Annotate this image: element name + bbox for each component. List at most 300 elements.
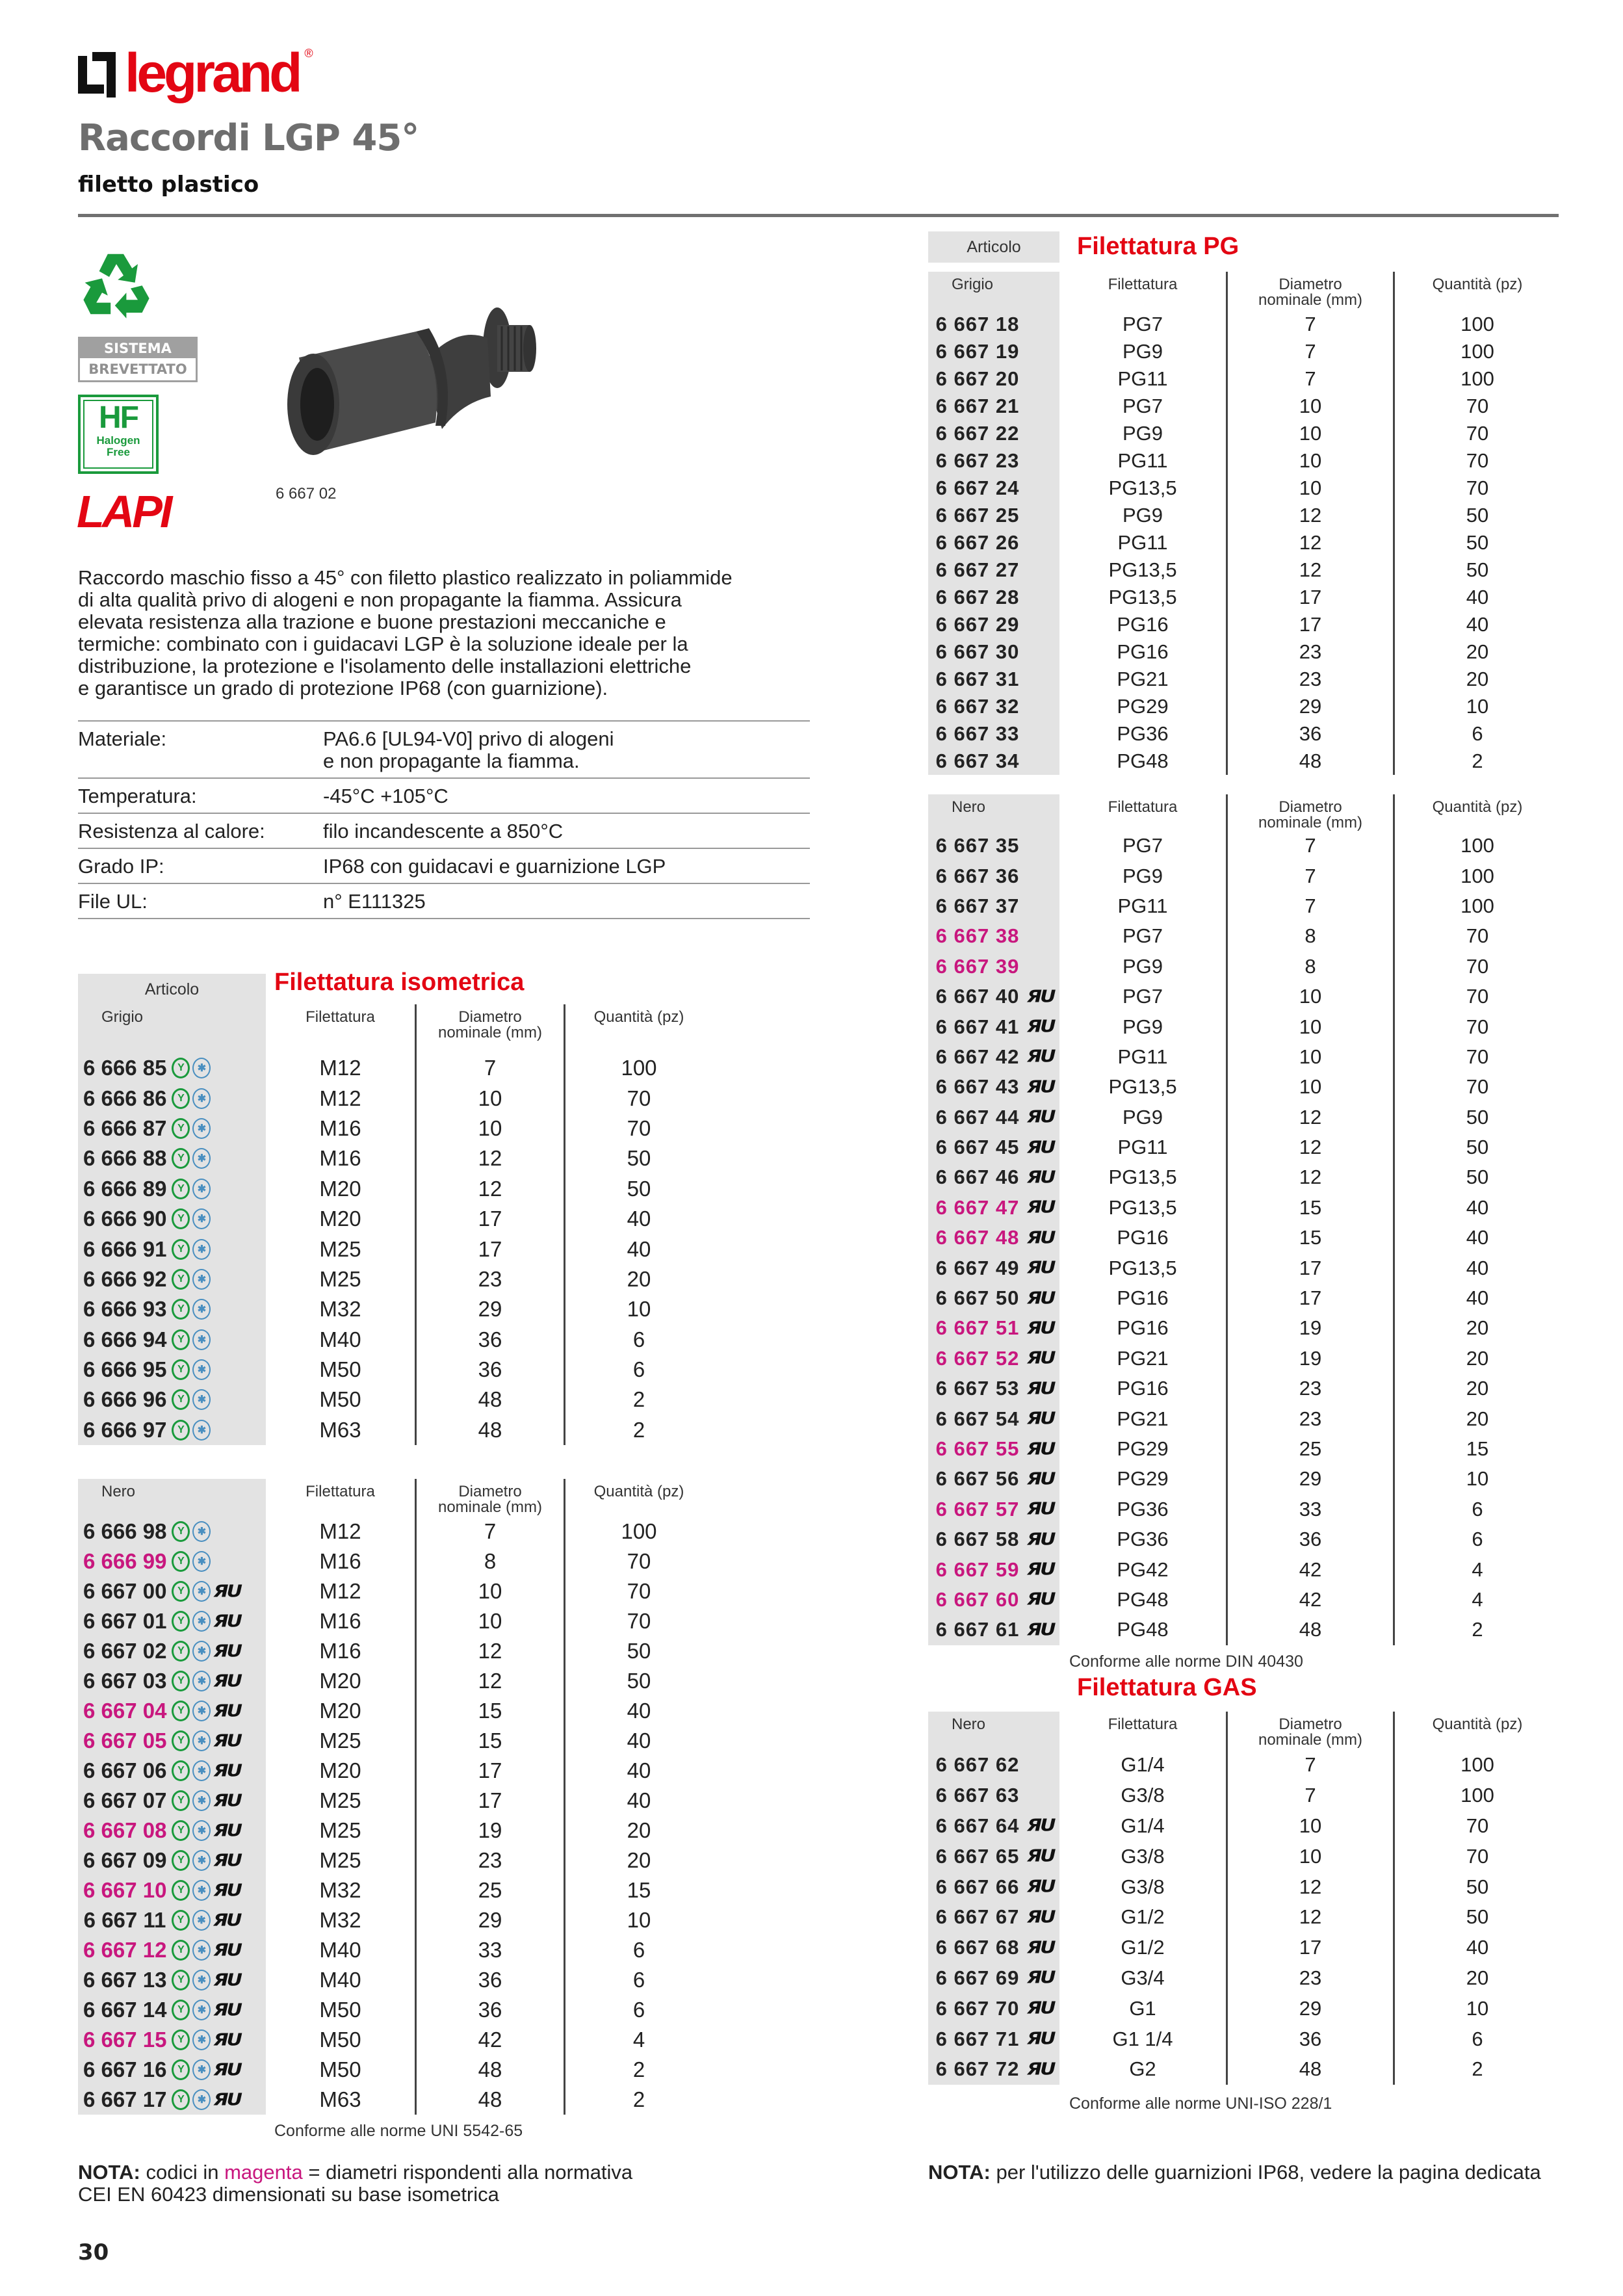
seal-icon: ✱ [192, 2029, 211, 2050]
ur-icon: ЯU [1027, 2059, 1054, 2080]
quantity-cell: 100 [1393, 831, 1560, 861]
thread-cell: PG48 [1117, 1587, 1169, 1611]
table-row [78, 1935, 712, 1965]
thread-cell: G3/8 [1121, 1844, 1165, 1868]
table-row [928, 447, 1560, 475]
quantity-cell: 4 [1393, 1585, 1560, 1615]
article-code: 6 667 53 [935, 1377, 1020, 1400]
thread-cell: M25 [319, 1236, 361, 1261]
quantity-cell: 2 [1393, 748, 1560, 775]
thread-cell: PG11 [1117, 1045, 1168, 1068]
table-row [928, 982, 1560, 1011]
seal-icon: ✱ [192, 1581, 211, 1602]
certification-icons [172, 1790, 240, 1812]
spec-label: Resistenza al calore: [78, 820, 265, 842]
article-code: 6 667 45 [935, 1136, 1020, 1159]
thread-cell: G2 [1129, 2057, 1156, 2081]
column-header-diametro: Diametro nominale (mm) [415, 1004, 564, 1053]
description-line: elevata resistenza alla trazione e buone prestazioni meccaniche e [78, 610, 666, 633]
article-code: 6 667 26 [935, 531, 1020, 554]
article-cell [928, 1102, 1059, 1132]
table-row [78, 1905, 712, 1935]
imq-icon: Y [172, 2089, 190, 2110]
quantity-cell: 40 [564, 1234, 712, 1264]
quantity-cell: 40 [564, 1696, 712, 1726]
certification-icons [172, 1389, 211, 1410]
thread-cell: PG7 [1122, 395, 1163, 417]
quantity-cell: 50 [1393, 556, 1560, 584]
article-cell [928, 1283, 1059, 1313]
diameter-cell: 36 [1226, 720, 1393, 748]
certification-icons [1027, 1287, 1054, 1310]
spec-value: -45°C +105°C [323, 785, 448, 807]
certification-icons [172, 1521, 211, 1542]
article-cell [928, 1615, 1059, 1645]
quantity-cell: 50 [564, 1636, 712, 1666]
article-cell [928, 611, 1059, 638]
diameter-cell: 7 [1226, 1750, 1393, 1781]
thread-cell: M50 [319, 2057, 361, 2081]
seal-icon: ✱ [192, 1389, 211, 1410]
norm-note-iso: Conforme alle norme UNI 5542-65 [274, 2122, 523, 2140]
table-row [928, 1102, 1560, 1132]
article-code: 6 667 47 [935, 1195, 1020, 1219]
imq-icon: Y [172, 1299, 190, 1320]
thread-cell: PG48 [1117, 1618, 1169, 1641]
imq-icon: Y [172, 1970, 190, 1990]
diameter-cell: 7 [1226, 338, 1393, 365]
quantity-cell: 6 [1393, 2024, 1560, 2054]
quantity-cell: 50 [1393, 1132, 1560, 1162]
table-row [928, 666, 1560, 693]
column-header-quantita: Quantità (pz) [1393, 1712, 1560, 1750]
color-group-label: Grigio [928, 272, 1059, 311]
article-code: 6 667 22 [935, 422, 1020, 445]
ur-icon: ЯU [213, 1761, 240, 1781]
article-cell [78, 1696, 266, 1726]
article-cell [928, 1993, 1059, 2024]
quantity-cell: 70 [564, 1576, 712, 1606]
lapi-logo: LAPI [77, 486, 170, 537]
thread-cell: M50 [319, 2028, 361, 2052]
imq-icon: Y [172, 1581, 190, 1602]
article-code: 6 667 35 [935, 834, 1020, 857]
section-title-gas: Filettatura GAS [1077, 1674, 1257, 1701]
product-description [78, 567, 812, 699]
ur-icon: ЯU [1027, 1998, 1054, 2018]
article-cell [78, 1786, 266, 1816]
table-row [928, 338, 1560, 365]
color-group-label: Nero [78, 1479, 266, 1517]
quantity-cell: 100 [1393, 365, 1560, 393]
seal-icon: ✱ [192, 1820, 211, 1841]
article-code: 6 667 49 [935, 1256, 1020, 1279]
certification-icons [172, 1239, 211, 1260]
table-row [928, 1750, 1560, 1781]
diameter-cell: 7 [415, 1517, 564, 1546]
thread-cell: PG29 [1117, 1467, 1169, 1491]
table-row [78, 1965, 712, 1995]
certification-icons [172, 1058, 211, 1078]
article-code: 6 667 43 [935, 1075, 1020, 1099]
imq-icon: Y [172, 1521, 190, 1542]
article-cell [928, 1313, 1059, 1343]
thread-cell: G3/8 [1121, 1784, 1165, 1807]
article-code: 6 666 98 [83, 1519, 167, 1543]
certification-icons [1027, 1845, 1054, 1868]
table-row [78, 1143, 712, 1173]
thread-cell: PG11 [1117, 449, 1168, 472]
table-row [928, 1902, 1560, 1933]
ur-icon: ЯU [1027, 1938, 1054, 1958]
article-cell [928, 1434, 1059, 1464]
diameter-cell: 10 [1226, 1011, 1393, 1041]
quantity-cell: 20 [1393, 1344, 1560, 1374]
certification-icons [172, 1820, 240, 1842]
certification-icons [1027, 1937, 1054, 1959]
table-row [78, 1204, 712, 1234]
article-code: 6 667 61 [935, 1618, 1020, 1641]
imq-icon: Y [172, 1148, 190, 1169]
certification-icons [1027, 1814, 1054, 1837]
table-row [928, 693, 1560, 720]
certification-icons [172, 1939, 240, 1962]
ur-icon: ЯU [1027, 2029, 1054, 2049]
diameter-cell: 19 [415, 1816, 564, 1846]
thread-cell: G1 1/4 [1112, 2027, 1173, 2050]
diameter-cell: 15 [415, 1726, 564, 1756]
article-cell [928, 502, 1059, 529]
article-cell [928, 2054, 1059, 2085]
table-row [928, 1132, 1560, 1162]
certification-icons [1027, 1619, 1054, 1641]
thread-cell: M25 [319, 1729, 361, 1753]
article-code: 6 667 05 [83, 1729, 167, 1753]
imq-icon: Y [172, 1179, 190, 1199]
table-row [928, 393, 1560, 420]
column-header-diametro: Diametro nominale (mm) [415, 1479, 564, 1517]
table-row [928, 1403, 1560, 1433]
imq-icon: Y [172, 1118, 190, 1139]
diameter-cell: 17 [1226, 1253, 1393, 1283]
table-row [928, 1993, 1560, 2024]
thread-cell: PG16 [1117, 613, 1169, 636]
article-cell [78, 1053, 266, 1083]
thread-cell: PG7 [1122, 985, 1163, 1008]
thread-cell: PG7 [1122, 924, 1163, 948]
table-row [928, 1963, 1560, 1994]
thread-cell: PG13,5 [1108, 1075, 1177, 1099]
certification-icons [172, 2089, 240, 2111]
quantity-cell: 70 [1393, 921, 1560, 951]
article-code: 6 667 28 [935, 586, 1020, 608]
table-row [928, 556, 1560, 584]
certification-icons [1027, 1407, 1054, 1430]
column-header-diametro: Diametro nominale (mm) [1226, 272, 1393, 311]
seal-icon: ✱ [192, 1701, 211, 1721]
diameter-cell: 10 [1226, 475, 1393, 502]
imq-icon: Y [172, 1880, 190, 1901]
thread-cell: M12 [319, 1056, 361, 1080]
quantity-cell: 50 [564, 1666, 712, 1696]
article-code: 6 667 48 [935, 1226, 1020, 1249]
quantity-cell: 20 [564, 1264, 712, 1294]
article-cell [78, 1325, 266, 1355]
article-cell [78, 1875, 266, 1905]
table-row [78, 2085, 712, 2115]
thread-cell: M40 [319, 1327, 361, 1351]
section-title-pg: Filettatura PG [1077, 233, 1240, 260]
article-cell [928, 1524, 1059, 1554]
ur-icon: ЯU [213, 2060, 240, 2080]
table-row [928, 2024, 1560, 2054]
diameter-cell: 10 [1226, 1072, 1393, 1102]
nota-text-post: = diametri rispondenti alla normativa [302, 2161, 633, 2184]
article-code: 6 667 12 [83, 1938, 167, 1962]
diameter-cell: 10 [1226, 1841, 1393, 1872]
thread-cell: PG13,5 [1108, 586, 1177, 608]
thread-cell: M12 [319, 1519, 361, 1543]
quantity-cell: 100 [1393, 338, 1560, 365]
table-row [78, 1325, 712, 1355]
article-code: 6 667 18 [935, 313, 1020, 335]
certification-icons [172, 1610, 240, 1633]
table-header-row [78, 1479, 712, 1517]
thread-cell: PG36 [1117, 722, 1169, 745]
quantity-cell: 40 [1393, 1933, 1560, 1963]
thread-cell: M20 [319, 1669, 361, 1693]
seal-icon: ✱ [192, 1420, 211, 1441]
certification-icons [172, 1359, 211, 1380]
diameter-cell: 48 [1226, 2054, 1393, 2085]
spec-row [78, 849, 810, 884]
thread-cell: M32 [319, 1878, 361, 1902]
thread-cell: PG13,5 [1108, 476, 1177, 499]
description-line: termiche: combinato con i guidacavi LGP è la soluzione ideale per la [78, 633, 688, 655]
article-cell [78, 1517, 266, 1546]
article-cell [928, 831, 1059, 861]
table-row [928, 529, 1560, 556]
quantity-cell: 70 [564, 1546, 712, 1576]
ur-icon: ЯU [213, 1731, 240, 1751]
diameter-cell: 42 [1226, 1585, 1393, 1615]
table-iso-grigio [78, 1004, 712, 1445]
table-row [928, 1313, 1560, 1343]
thread-cell: PG7 [1122, 313, 1163, 335]
article-cell [928, 1902, 1059, 1933]
imq-icon: Y [172, 1730, 190, 1751]
seal-icon: ✱ [192, 1269, 211, 1290]
article-cell [78, 1174, 266, 1204]
article-code: 6 666 97 [83, 1417, 167, 1442]
table-row [78, 1174, 712, 1204]
quantity-cell: 6 [1393, 1524, 1560, 1554]
article-cell [928, 1042, 1059, 1072]
nota-line2: CEI EN 60423 dimensionati su base isometrica [78, 2183, 499, 2206]
article-cell [928, 693, 1059, 720]
thread-cell: M20 [319, 1758, 361, 1782]
diameter-cell: 7 [1226, 861, 1393, 891]
product-caption: 6 667 02 [276, 485, 337, 502]
thread-cell: M40 [319, 1938, 361, 1962]
article-cell [928, 891, 1059, 921]
quantity-cell: 20 [1393, 666, 1560, 693]
quantity-cell: 100 [1393, 891, 1560, 921]
column-header-quantita: Quantità (pz) [1393, 272, 1560, 311]
certification-icons [1027, 1257, 1054, 1279]
article-code: 6 667 04 [83, 1699, 167, 1723]
article-code: 6 667 07 [83, 1788, 167, 1812]
certification-icons [1027, 985, 1054, 1008]
seal-icon: ✱ [192, 1730, 211, 1751]
certification-icons [1027, 1106, 1054, 1128]
article-code: 6 667 51 [935, 1316, 1020, 1340]
color-group-label: Nero [928, 794, 1059, 831]
diameter-cell: 17 [415, 1756, 564, 1786]
seal-icon: ✱ [192, 1239, 211, 1260]
certification-icons [1027, 1196, 1054, 1219]
diameter-cell: 12 [1226, 529, 1393, 556]
thread-cell: G1/2 [1121, 1905, 1165, 1929]
imq-icon: Y [172, 1359, 190, 1380]
table-row [78, 1294, 712, 1324]
table-row [928, 1283, 1560, 1313]
table-row [928, 1042, 1560, 1072]
table-row [928, 611, 1560, 638]
seal-icon: ✱ [192, 2000, 211, 2020]
diameter-cell: 7 [415, 1053, 564, 1083]
article-code: 6 667 25 [935, 504, 1020, 527]
diameter-cell: 36 [415, 1325, 564, 1355]
quantity-cell: 20 [1393, 1374, 1560, 1403]
certification-icons [172, 1999, 240, 2022]
certification-icons [172, 1118, 211, 1139]
article-code: 6 667 32 [935, 695, 1020, 718]
diameter-cell: 8 [1226, 921, 1393, 951]
spec-row [78, 722, 810, 779]
article-code: 6 667 58 [935, 1528, 1020, 1551]
certification-icons [1027, 1498, 1054, 1520]
quantity-cell: 70 [1393, 982, 1560, 1011]
table-row [928, 502, 1560, 529]
quantity-cell: 100 [564, 1517, 712, 1546]
nota-left [78, 2161, 858, 2206]
quantity-cell: 20 [1393, 1403, 1560, 1433]
article-code: 6 667 40 [935, 985, 1020, 1008]
seal-icon: ✱ [192, 1179, 211, 1199]
column-header-diametro: Diametro nominale (mm) [1226, 794, 1393, 831]
seal-icon: ✱ [192, 1118, 211, 1139]
thread-cell: G3/4 [1121, 1966, 1165, 1989]
table-row [78, 1606, 712, 1636]
seal-icon: ✱ [192, 1910, 211, 1931]
section-title-isometrica: Filettatura isometrica [274, 969, 525, 996]
diameter-cell: 17 [1226, 1283, 1393, 1313]
table-row [78, 1517, 712, 1546]
certification-icons [172, 1760, 240, 1782]
certification-icons [172, 1269, 211, 1290]
description-line: Raccordo maschio fisso a 45° con filetto plastico realizzato in poliammide [78, 566, 733, 589]
seal-icon: ✱ [192, 1880, 211, 1901]
table-row [928, 1434, 1560, 1464]
table-pg-nero [928, 794, 1560, 1645]
quantity-cell: 20 [564, 1816, 712, 1846]
diameter-cell: 23 [415, 1264, 564, 1294]
quantity-cell: 100 [1393, 861, 1560, 891]
article-code: 6 667 57 [935, 1497, 1020, 1520]
article-cell [78, 1726, 266, 1756]
diameter-cell: 7 [1226, 831, 1393, 861]
article-cell [928, 1585, 1059, 1615]
ur-icon: ЯU [1027, 1288, 1054, 1308]
article-cell [78, 2055, 266, 2085]
article-code: 6 667 39 [935, 954, 1020, 978]
color-group-label: Grigio [78, 1004, 266, 1053]
certification-icons [172, 1088, 211, 1109]
certification-icons [172, 1909, 240, 1932]
diameter-cell: 29 [1226, 1464, 1393, 1494]
certification-icons [172, 1700, 240, 1723]
table-header-row [928, 794, 1560, 831]
ur-icon: ЯU [1027, 1348, 1054, 1368]
ur-icon: ЯU [213, 1671, 240, 1691]
imq-icon: Y [172, 2059, 190, 2080]
ur-icon: ЯU [1027, 987, 1054, 1007]
article-cell [78, 1204, 266, 1234]
thread-cell: PG11 [1117, 1136, 1168, 1159]
thread-cell: PG16 [1117, 640, 1169, 663]
ur-icon: ЯU [1027, 1258, 1054, 1278]
thread-cell: M16 [319, 1146, 361, 1171]
table-header-row [78, 1004, 712, 1053]
quantity-cell: 2 [564, 2085, 712, 2115]
article-code: 6 667 68 [935, 1936, 1020, 1959]
diameter-cell: 17 [1226, 611, 1393, 638]
certification-icons [1027, 1166, 1054, 1189]
norm-note-gas: Conforme alle norme UNI-ISO 228/1 [1069, 2094, 1332, 2113]
article-cell [78, 2085, 266, 2115]
thread-cell: M63 [319, 1417, 361, 1442]
article-code: 6 666 85 [83, 1056, 167, 1080]
article-code: 6 667 65 [935, 1844, 1020, 1868]
quantity-cell: 10 [1393, 1993, 1560, 2024]
diameter-cell: 33 [1226, 1494, 1393, 1524]
imq-icon: Y [172, 1088, 190, 1109]
quantity-cell: 40 [1393, 611, 1560, 638]
article-cell [928, 365, 1059, 393]
ur-icon: ЯU [1027, 1816, 1054, 1836]
description-line: distribuzione, la protezione e l'isolamento delle installazioni elettriche [78, 655, 692, 677]
article-code: 6 667 56 [935, 1467, 1020, 1491]
imq-icon: Y [172, 1641, 190, 1662]
seal-icon: ✱ [192, 1329, 211, 1350]
article-cell [78, 2025, 266, 2055]
quantity-cell: 70 [1393, 952, 1560, 982]
nota-label: NOTA: [78, 2161, 140, 2184]
thread-cell: M63 [319, 2087, 361, 2111]
article-code: 6 667 36 [935, 864, 1020, 887]
ur-icon: ЯU [1027, 1469, 1054, 1489]
diameter-cell: 17 [1226, 584, 1393, 611]
article-code: 6 666 96 [83, 1387, 167, 1412]
thread-cell: PG13,5 [1108, 558, 1177, 581]
article-cell [928, 1344, 1059, 1374]
article-code: 6 667 02 [83, 1639, 167, 1663]
diameter-cell: 17 [415, 1786, 564, 1816]
diameter-cell: 17 [1226, 1933, 1393, 1963]
imq-icon: Y [172, 2000, 190, 2020]
table-row [78, 1234, 712, 1264]
